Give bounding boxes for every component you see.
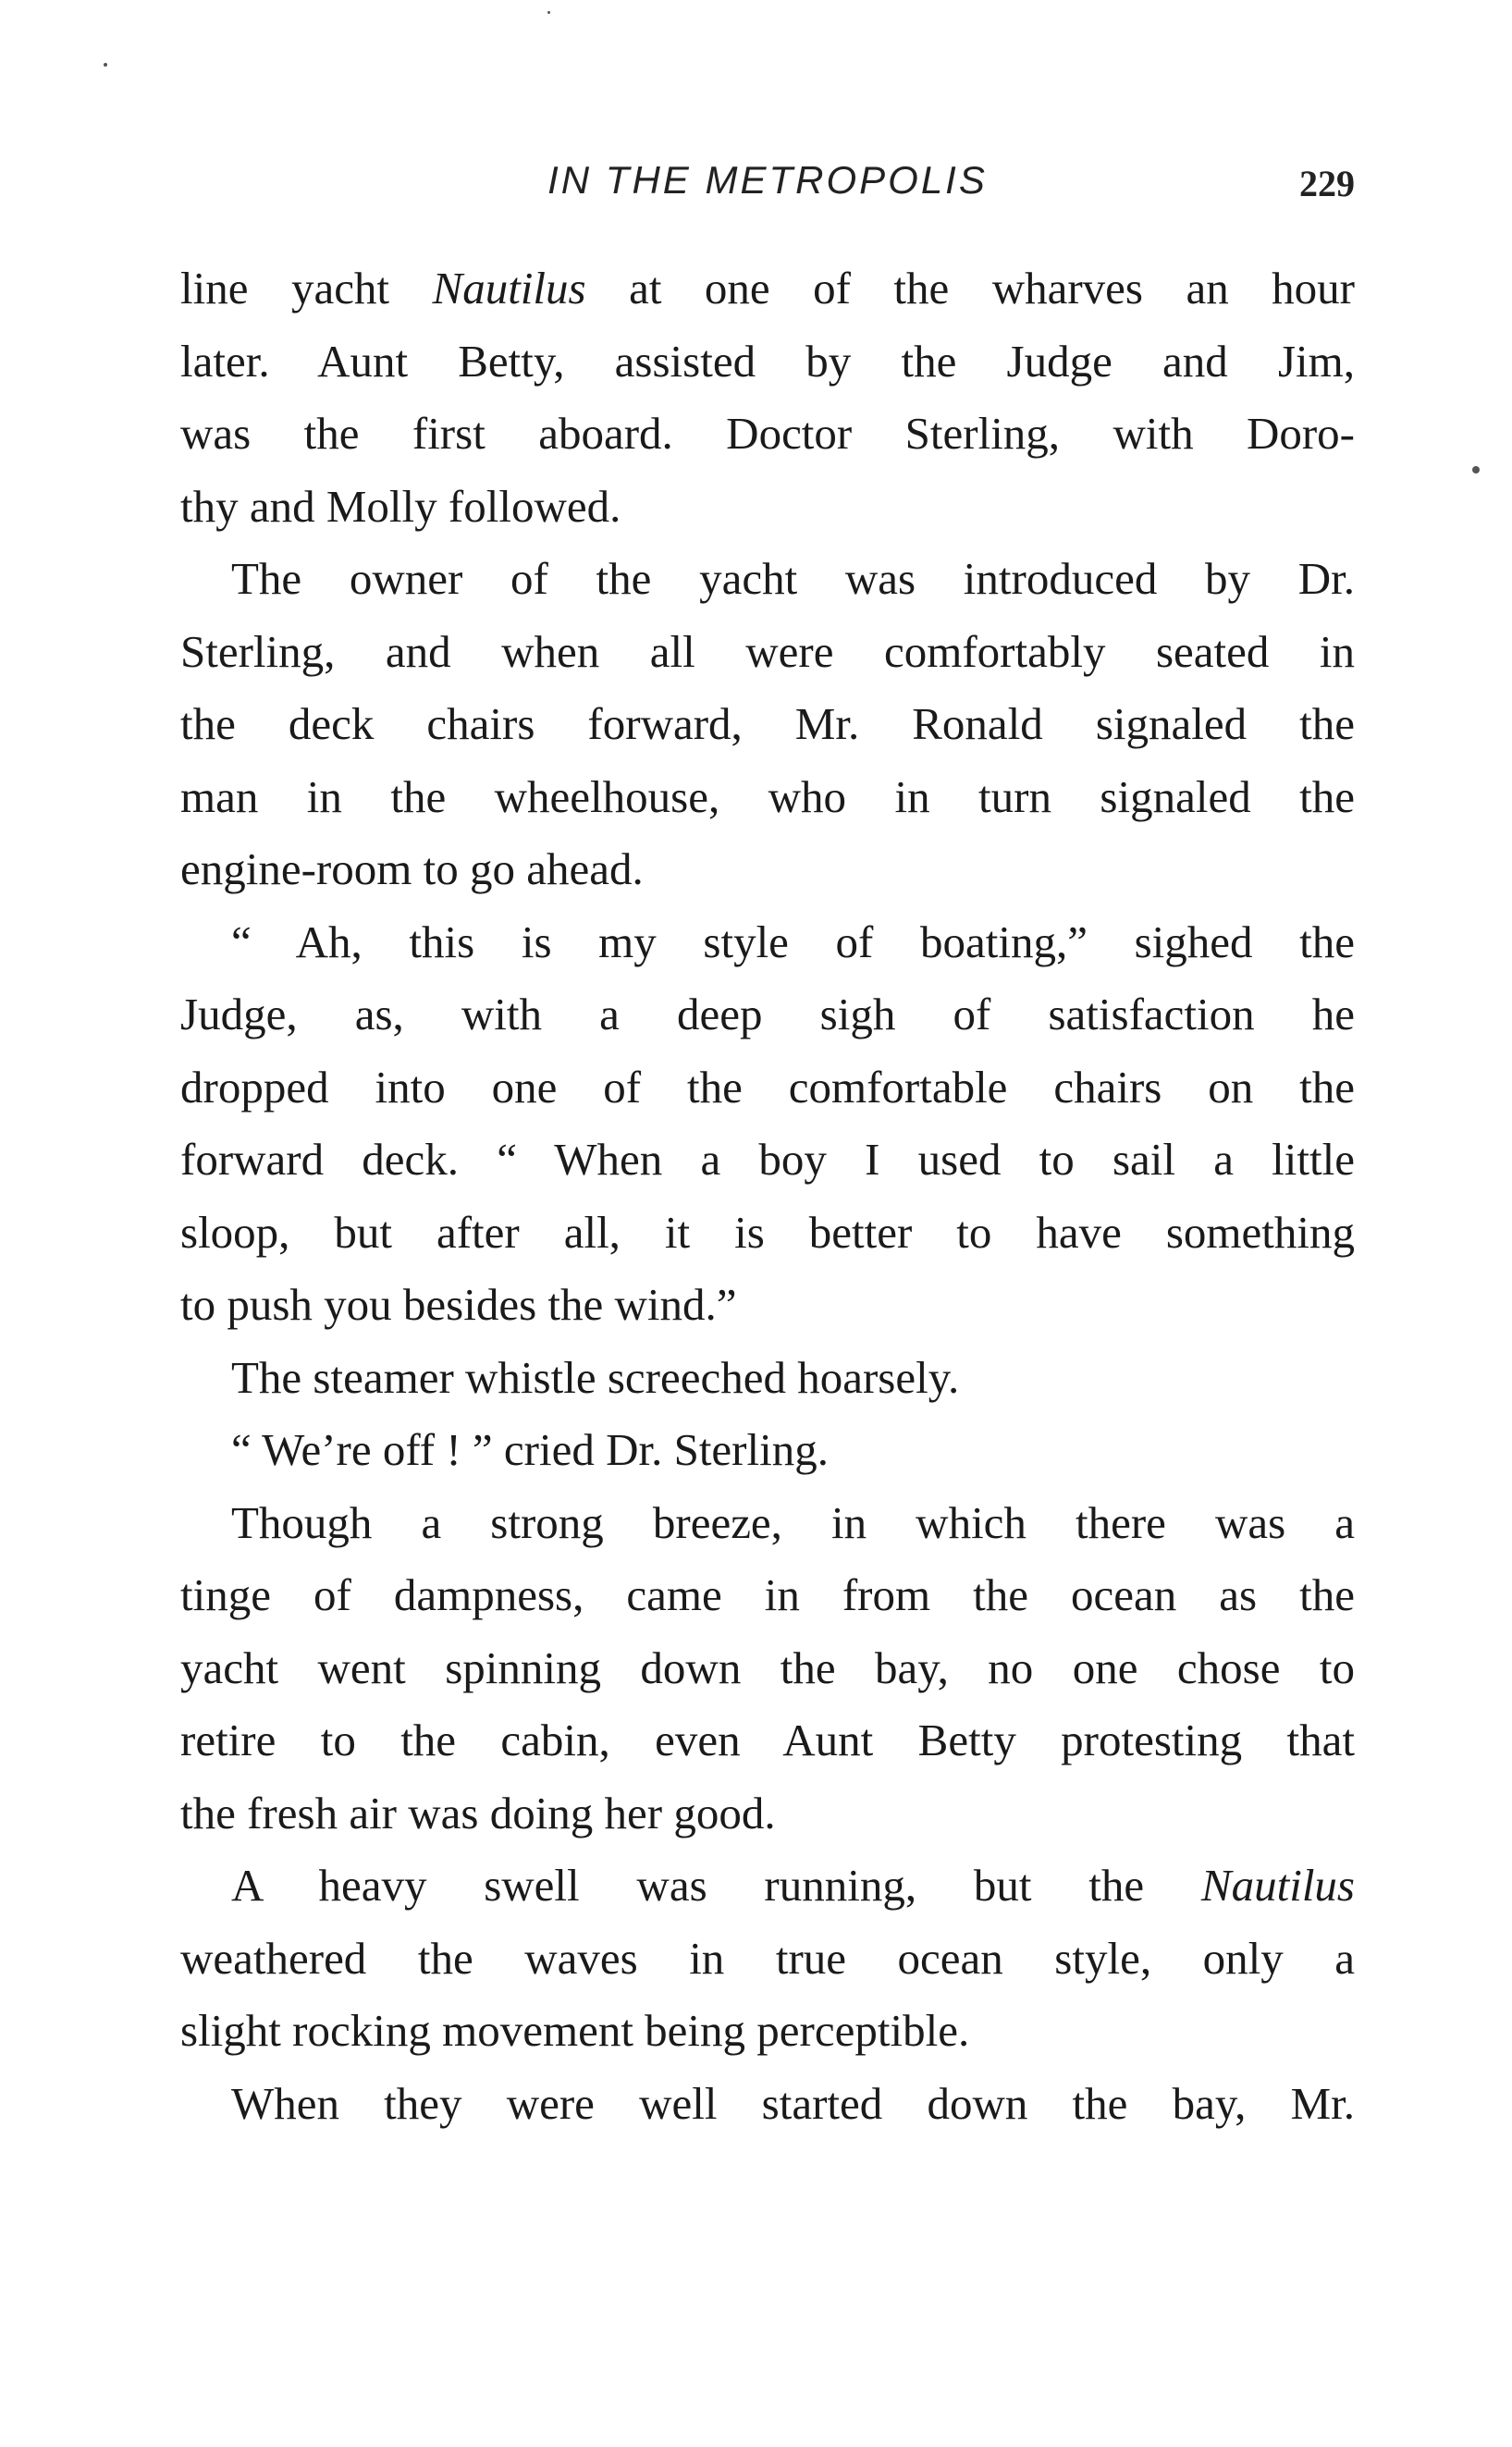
text-line: to push you besides the wind.”	[180, 1279, 737, 1330]
text-line: later. Aunt Betty, assisted by the Judge and Jim,	[180, 335, 1355, 387]
paragraph-start: The owner of the yacht was introduced by Dr.	[231, 553, 1355, 604]
vessel-name: Nautilus	[1200, 1860, 1355, 1911]
page-number: 229	[1299, 163, 1355, 204]
running-head	[180, 153, 1355, 208]
vessel-name: Nautilus	[432, 263, 586, 314]
paragraph-start: Though a strong breeze, in which there was a	[231, 1496, 1355, 1548]
body-text	[180, 252, 1355, 2140]
paper-speck	[1472, 466, 1480, 473]
paragraph-start: When they were well started down the bay, Mr.	[231, 2077, 1355, 2129]
text-line: was the first aboard. Doctor Sterling, with Doro-	[180, 408, 1355, 459]
text-line: engine-room to go ahead.	[180, 843, 644, 894]
text-line: tinge of dampness, came in from the ocean as the	[180, 1569, 1355, 1620]
text-line: retire to the cabin, even Aunt Betty protesting that	[180, 1715, 1355, 1765]
text-line: thy and Molly followed.	[180, 480, 621, 532]
text-line: Sterling, and when all were comfortably seated in	[180, 625, 1355, 677]
running-title: IN THE METROPOLIS	[547, 158, 988, 202]
text-line: dropped into one of the comfortable chairs on the	[180, 1061, 1355, 1113]
text-line: yacht went spinning down the bay, no one chose to	[180, 1642, 1355, 1693]
text-line: Judge, as, with a deep sigh of satisfaction he	[180, 989, 1355, 1039]
text-line: the deck chairs forward, Mr. Ronald signaled the	[180, 698, 1355, 749]
text-line: forward deck. “ When a boy I used to sail a little	[180, 1134, 1355, 1185]
text-line: line yacht Nautilus at one of the wharves an hour	[180, 263, 1355, 314]
text-line: the fresh air was doing her good.	[180, 1787, 776, 1838]
paragraph-start: “ We’re off ! ” cried Dr. Sterling.	[231, 1424, 829, 1475]
paragraph-start: The steamer whistle screeched hoarsely.	[231, 1351, 960, 1403]
text-line: weathered the waves in true ocean style, only a	[180, 1932, 1355, 1984]
text-line: sloop, but after all, it is better to have something	[180, 1206, 1355, 1258]
paragraph-start: “ Ah, this is my style of boating,” sighed the	[231, 916, 1355, 967]
paragraph-start: A heavy swell was running, but the Nautilus	[231, 1860, 1355, 1911]
paper-speck	[547, 11, 550, 14]
text-line: slight rocking movement being perceptible.	[180, 2005, 970, 2056]
text-line: man in the wheelhouse, who in turn signaled the	[180, 770, 1355, 822]
paper-speck	[104, 63, 107, 67]
